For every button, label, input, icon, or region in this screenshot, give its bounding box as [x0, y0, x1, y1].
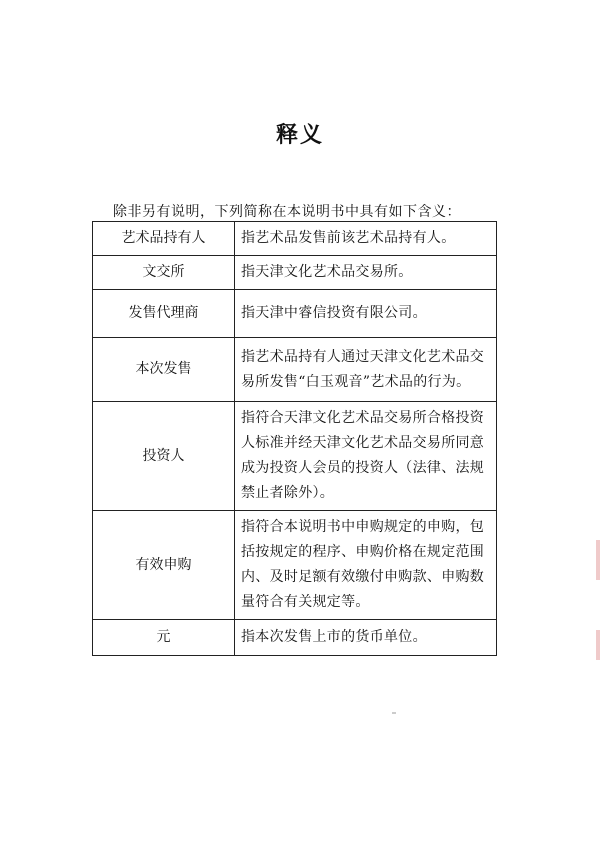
- definition-cell: 指天津中睿信投资有限公司。: [235, 290, 497, 338]
- scan-speck: [392, 712, 396, 714]
- term-cell: 本次发售: [93, 338, 235, 402]
- table-row: [93, 402, 497, 511]
- definition-cell: 指符合天津文化艺术品交易所合格投资人标准并经天津文化艺术品交易所同意成为投资人会员的投资人（法律、法规禁止者除外）。: [235, 402, 497, 511]
- definition-cell: 指符合本说明书中申购规定的申购，包括按规定的程序、申购价格在规定范围内、及时足额有效缴付申购款、申购数量符合有关规定等。: [235, 511, 497, 620]
- table-row: [93, 256, 497, 290]
- definition-cell: 指艺术品发售前该艺术品持有人。: [235, 222, 497, 256]
- table-row: [93, 620, 497, 656]
- definitions-table: [92, 221, 497, 656]
- page-title: 释义: [275, 123, 324, 148]
- term-cell: 发售代理商: [93, 290, 235, 338]
- scan-edge-mark: [596, 630, 600, 660]
- table-row: [93, 338, 497, 402]
- table-row: [93, 290, 497, 338]
- scan-edge-mark: [596, 540, 600, 580]
- term-cell: 元: [93, 620, 235, 656]
- term-cell: 有效申购: [93, 511, 235, 620]
- term-cell: 文交所: [93, 256, 235, 290]
- definition-cell: 指艺术品持有人通过天津文化艺术品交易所发售“白玉观音”艺术品的行为。: [235, 338, 497, 402]
- intro-text: 除非另有说明，下列简称在本说明书中具有如下含义：: [113, 204, 461, 220]
- definition-cell: 指本次发售上市的货币单位。: [235, 620, 497, 656]
- table-row: [93, 511, 497, 620]
- term-cell: 艺术品持有人: [93, 222, 235, 256]
- term-cell: 投资人: [93, 402, 235, 511]
- table-row: [93, 222, 497, 256]
- definition-cell: 指天津文化艺术品交易所。: [235, 256, 497, 290]
